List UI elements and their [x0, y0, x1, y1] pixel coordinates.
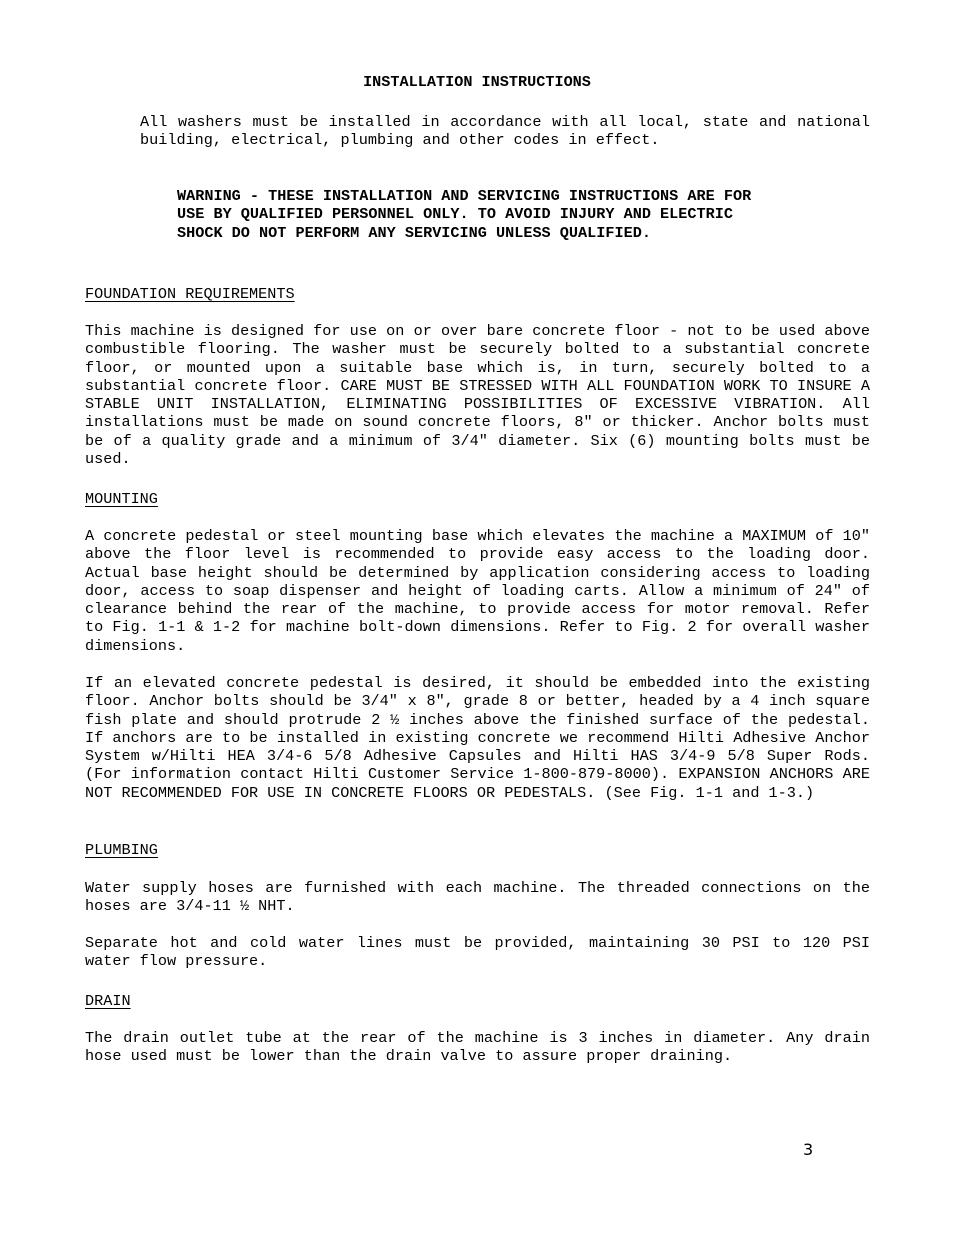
warning-notice: WARNING - THESE INSTALLATION AND SERVICING INSTRUCTIONS ARE FOR USE BY QUALIFIED PERSONNEL ONLY. TO AVOID INJURY AND ELECTRIC SHOCK DO NOT PERFORM ANY SERVICING UNLESS QUALIFIED. [177, 187, 752, 242]
foundation-heading: FOUNDATION REQUIREMENTS [85, 285, 295, 303]
intro-paragraph: All washers must be installed in accordance with all local, state and national building, electrical, plumbing and other codes in effect. [140, 113, 870, 150]
foundation-paragraph: This machine is designed for use on or over bare concrete floor - not to be used above combustible flooring. The washer must be securely bolted to a substantial concrete floor, or mounted upon a suitable base which is, in turn, securely bolted to a substantial concrete floor. CARE MUST BE STRESSED WITH ALL FOUNDATION WORK TO INSURE A STABLE UNIT INSTALLATION, ELIMINATING POSSIBILITIES OF EXCESSIVE VIBRATION. All installations must be made on sound concrete floors, 8" or thicker. Anchor bolts must be of a quality grade and a minimum of 3/4" diameter. Six (6) mounting bolts must be used. [85, 322, 870, 469]
mounting-paragraph-1: A concrete pedestal or steel mounting base which elevates the machine a MAXIMUM of 10" above the floor level is recommended to provide easy access to the loading door. Actual base height should be determined by application considering access to loading door, access to soap dispenser and height of loading carts. Allow a minimum of 24" of clearance behind the rear of the machine, to provide access for motor removal. Refer to Fig. 1-1 & 1-2 for machine bolt-down dimensions. Refer to Fig. 2 for overall washer dimensions. [85, 527, 870, 655]
drain-heading: DRAIN [85, 992, 131, 1010]
mounting-paragraph-2: If an elevated concrete pedestal is desired, it should be embedded into the existing floor. Anchor bolts should be 3/4" x 8", grade 8 or better, headed by a 4 inch square fish plate and should protrude 2 ½ inches above the finished surface of the pedestal. If anchors are to be installed in existing concrete we recommend Hilti Adhesive Anchor System w/Hilti HEA 3/4-6 5/8 Adhesive Capsules and Hilti HAS 3/4-9 5/8 Super Rods. (For information contact Hilti Customer Service 1-800-879-8000). EXPANSION ANCHORS ARE NOT RECOMMENDED FOR USE IN CONCRETE FLOORS OR PEDESTALS. (See Fig. 1-1 and 1-3.) [85, 674, 870, 802]
plumbing-paragraph-2: Separate hot and cold water lines must be provided, maintaining 30 PSI to 120 PSI water flow pressure. [85, 934, 870, 971]
plumbing-heading: PLUMBING [85, 841, 158, 859]
plumbing-paragraph-1: Water supply hoses are furnished with each machine. The threaded connections on the hoses are 3/4-11 ½ NHT. [85, 879, 870, 916]
page-number: 3 [803, 1140, 814, 1159]
page-title: INSTALLATION INSTRUCTIONS [363, 73, 591, 91]
drain-paragraph: The drain outlet tube at the rear of the machine is 3 inches in diameter. Any drain hose used must be lower than the drain valve to assure proper draining. [85, 1029, 870, 1066]
mounting-heading: MOUNTING [85, 490, 158, 508]
